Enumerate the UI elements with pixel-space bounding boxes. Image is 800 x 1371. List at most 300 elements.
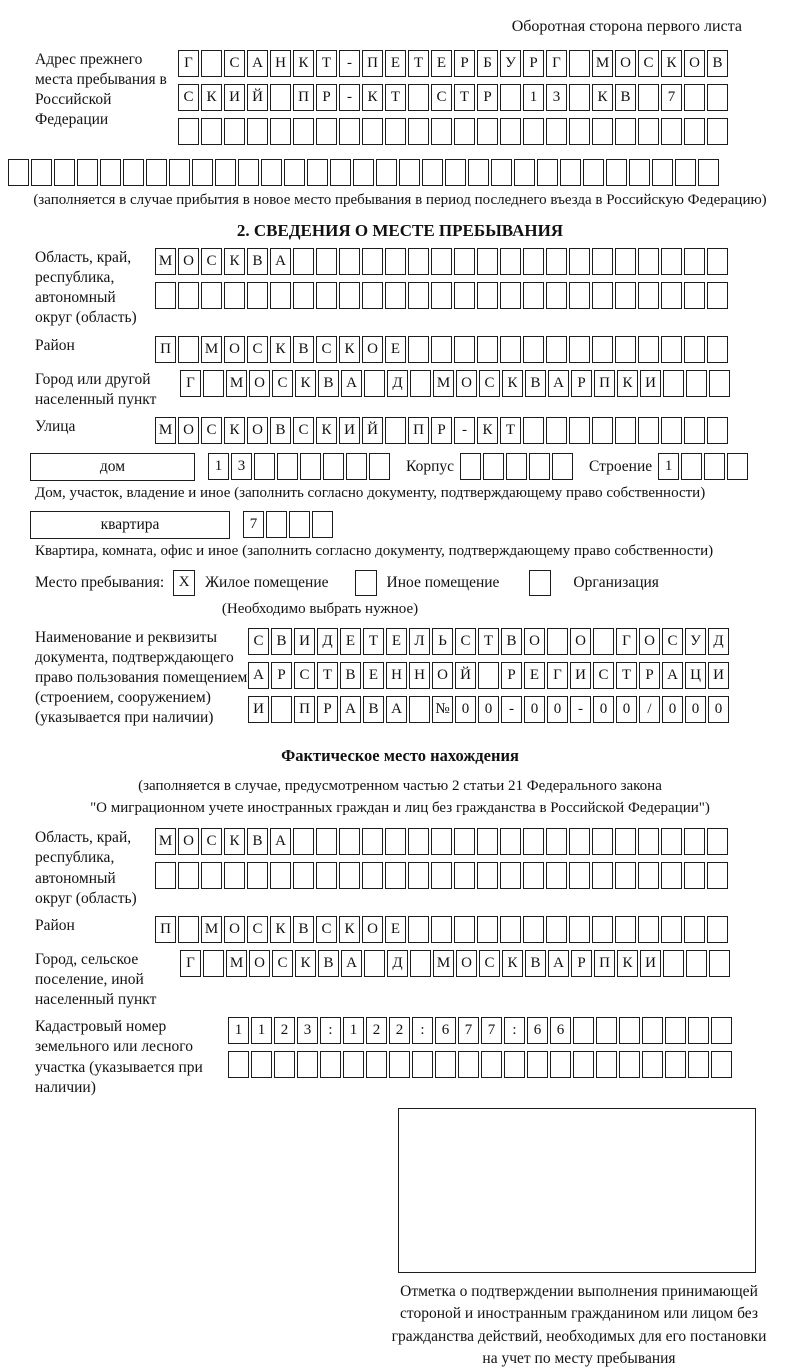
char-cell[interactable]: 6 (435, 1017, 456, 1044)
char-cell[interactable] (615, 828, 636, 855)
char-cell[interactable]: П (155, 336, 176, 363)
char-cell[interactable]: Г (178, 50, 199, 77)
char-cell[interactable]: М (155, 417, 176, 444)
char-cell[interactable] (293, 248, 314, 275)
char-cell[interactable]: Й (455, 662, 476, 689)
char-cell[interactable] (293, 862, 314, 889)
char-cell[interactable] (100, 159, 121, 186)
char-cell[interactable]: О (615, 50, 636, 77)
char-cell[interactable]: К (661, 50, 682, 77)
char-cell[interactable] (619, 1017, 640, 1044)
char-cell[interactable] (431, 862, 452, 889)
char-cell[interactable]: К (316, 417, 337, 444)
char-cell[interactable] (316, 282, 337, 309)
char-cell[interactable] (410, 950, 431, 977)
char-cell[interactable]: С (479, 950, 500, 977)
char-cell[interactable] (431, 916, 452, 943)
char-cell[interactable]: Т (316, 50, 337, 77)
char-cell[interactable]: 0 (685, 696, 706, 723)
char-cell[interactable]: В (363, 696, 384, 723)
char-cell[interactable] (385, 118, 406, 145)
char-cell[interactable] (523, 118, 544, 145)
char-cell[interactable]: / (639, 696, 660, 723)
char-cell[interactable] (408, 84, 429, 111)
char-cell[interactable] (663, 950, 684, 977)
char-cell[interactable] (454, 828, 475, 855)
char-cell[interactable] (529, 453, 550, 480)
char-cell[interactable] (271, 696, 292, 723)
char-cell[interactable]: К (201, 84, 222, 111)
char-cell[interactable]: В (501, 628, 522, 655)
char-cell[interactable] (389, 1051, 410, 1078)
char-cell[interactable]: Р (316, 84, 337, 111)
char-cell[interactable]: К (293, 50, 314, 77)
char-cell[interactable] (593, 628, 614, 655)
char-cell[interactable] (500, 862, 521, 889)
char-cell[interactable] (707, 417, 728, 444)
char-cell[interactable]: 7 (481, 1017, 502, 1044)
char-cell[interactable] (684, 417, 705, 444)
char-cell[interactable] (343, 1051, 364, 1078)
char-cell[interactable] (300, 453, 321, 480)
char-cell[interactable] (155, 862, 176, 889)
char-cell[interactable] (615, 862, 636, 889)
char-cell[interactable] (615, 282, 636, 309)
char-cell[interactable] (661, 417, 682, 444)
char-cell[interactable] (504, 1051, 525, 1078)
char-cell[interactable] (431, 828, 452, 855)
char-cell[interactable] (316, 862, 337, 889)
char-cell[interactable]: 0 (593, 696, 614, 723)
char-cell[interactable]: К (362, 84, 383, 111)
char-cell[interactable]: Н (409, 662, 430, 689)
char-cell[interactable] (661, 828, 682, 855)
char-cell[interactable] (408, 282, 429, 309)
char-cell[interactable]: С (201, 417, 222, 444)
char-cell[interactable]: Ь (432, 628, 453, 655)
char-cell[interactable]: К (295, 950, 316, 977)
char-cell[interactable]: 1 (228, 1017, 249, 1044)
char-cell[interactable]: Р (523, 50, 544, 77)
char-cell[interactable] (615, 118, 636, 145)
stay-type-checkbox-organization[interactable] (529, 570, 551, 596)
char-cell[interactable] (408, 828, 429, 855)
char-cell[interactable] (684, 862, 705, 889)
char-cell[interactable] (615, 916, 636, 943)
char-cell[interactable] (560, 159, 581, 186)
char-cell[interactable] (707, 862, 728, 889)
char-cell[interactable]: О (224, 336, 245, 363)
char-cell[interactable]: К (270, 916, 291, 943)
stay-type-checkbox-other-premises[interactable] (355, 570, 377, 596)
char-cell[interactable] (478, 662, 499, 689)
char-cell[interactable]: С (272, 370, 293, 397)
char-cell[interactable] (277, 453, 298, 480)
char-cell[interactable]: Д (708, 628, 729, 655)
char-cell[interactable] (500, 84, 521, 111)
char-cell[interactable] (31, 159, 52, 186)
char-cell[interactable]: И (570, 662, 591, 689)
char-cell[interactable]: П (293, 84, 314, 111)
char-cell[interactable] (684, 828, 705, 855)
char-cell[interactable] (431, 118, 452, 145)
char-cell[interactable] (642, 1051, 663, 1078)
char-cell[interactable]: В (525, 950, 546, 977)
char-cell[interactable]: Е (385, 50, 406, 77)
char-cell[interactable] (385, 862, 406, 889)
char-cell[interactable] (547, 628, 568, 655)
char-cell[interactable]: 2 (389, 1017, 410, 1044)
char-cell[interactable]: О (456, 950, 477, 977)
char-cell[interactable] (684, 248, 705, 275)
char-cell[interactable] (684, 282, 705, 309)
char-cell[interactable]: А (247, 50, 268, 77)
char-cell[interactable] (675, 159, 696, 186)
char-cell[interactable] (431, 336, 452, 363)
char-cell[interactable]: Д (387, 370, 408, 397)
char-cell[interactable]: А (340, 696, 361, 723)
char-cell[interactable]: К (224, 417, 245, 444)
char-cell[interactable]: М (226, 370, 247, 397)
char-cell[interactable]: М (155, 248, 176, 275)
char-cell[interactable] (546, 282, 567, 309)
char-cell[interactable] (684, 84, 705, 111)
char-cell[interactable] (362, 282, 383, 309)
char-cell[interactable] (362, 118, 383, 145)
char-cell[interactable] (339, 862, 360, 889)
char-cell[interactable] (569, 118, 590, 145)
char-cell[interactable]: К (295, 370, 316, 397)
char-cell[interactable]: С (201, 828, 222, 855)
char-cell[interactable]: Д (387, 950, 408, 977)
char-cell[interactable] (638, 248, 659, 275)
char-cell[interactable] (569, 916, 590, 943)
char-cell[interactable]: И (294, 628, 315, 655)
char-cell[interactable] (339, 248, 360, 275)
char-cell[interactable] (523, 916, 544, 943)
char-cell[interactable]: К (617, 370, 638, 397)
char-cell[interactable] (707, 248, 728, 275)
char-cell[interactable]: К (592, 84, 613, 111)
char-cell[interactable] (192, 159, 213, 186)
char-cell[interactable] (408, 248, 429, 275)
char-cell[interactable]: С (247, 916, 268, 943)
char-cell[interactable] (523, 248, 544, 275)
char-cell[interactable]: 3 (546, 84, 567, 111)
char-cell[interactable] (704, 453, 725, 480)
char-cell[interactable]: 0 (616, 696, 637, 723)
char-cell[interactable]: 3 (231, 453, 252, 480)
char-cell[interactable]: И (224, 84, 245, 111)
char-cell[interactable] (307, 159, 328, 186)
char-cell[interactable]: К (617, 950, 638, 977)
char-cell[interactable]: С (593, 662, 614, 689)
char-cell[interactable] (583, 159, 604, 186)
char-cell[interactable]: О (362, 916, 383, 943)
char-cell[interactable] (546, 828, 567, 855)
char-cell[interactable] (54, 159, 75, 186)
char-cell[interactable]: В (707, 50, 728, 77)
char-cell[interactable] (483, 453, 504, 480)
char-cell[interactable] (201, 50, 222, 77)
char-cell[interactable]: А (270, 248, 291, 275)
char-cell[interactable]: : (504, 1017, 525, 1044)
char-cell[interactable]: : (320, 1017, 341, 1044)
char-cell[interactable] (238, 159, 259, 186)
char-cell[interactable]: № (432, 696, 453, 723)
char-cell[interactable] (431, 282, 452, 309)
char-cell[interactable]: 0 (478, 696, 499, 723)
char-cell[interactable]: В (525, 370, 546, 397)
char-cell[interactable] (500, 248, 521, 275)
char-cell[interactable]: М (201, 916, 222, 943)
char-cell[interactable]: Г (180, 950, 201, 977)
char-cell[interactable] (684, 118, 705, 145)
char-cell[interactable] (661, 336, 682, 363)
char-cell[interactable] (385, 828, 406, 855)
char-cell[interactable]: А (248, 662, 269, 689)
char-cell[interactable] (569, 417, 590, 444)
char-cell[interactable]: О (524, 628, 545, 655)
char-cell[interactable]: С (455, 628, 476, 655)
char-cell[interactable]: П (155, 916, 176, 943)
char-cell[interactable]: 0 (547, 696, 568, 723)
char-cell[interactable] (201, 862, 222, 889)
char-cell[interactable]: И (248, 696, 269, 723)
char-cell[interactable]: 1 (343, 1017, 364, 1044)
char-cell[interactable]: К (502, 370, 523, 397)
char-cell[interactable] (707, 336, 728, 363)
char-cell[interactable] (569, 282, 590, 309)
char-cell[interactable] (293, 118, 314, 145)
char-cell[interactable]: Р (571, 370, 592, 397)
char-cell[interactable] (362, 862, 383, 889)
char-cell[interactable] (642, 1017, 663, 1044)
char-cell[interactable] (385, 248, 406, 275)
char-cell[interactable]: С (316, 336, 337, 363)
char-cell[interactable]: И (640, 370, 661, 397)
char-cell[interactable] (707, 84, 728, 111)
char-cell[interactable]: Л (409, 628, 430, 655)
char-cell[interactable] (709, 950, 730, 977)
char-cell[interactable] (569, 828, 590, 855)
char-cell[interactable]: Г (180, 370, 201, 397)
char-cell[interactable] (8, 159, 29, 186)
char-cell[interactable]: И (640, 950, 661, 977)
char-cell[interactable]: Г (546, 50, 567, 77)
char-cell[interactable]: С (662, 628, 683, 655)
char-cell[interactable]: 1 (208, 453, 229, 480)
char-cell[interactable] (477, 828, 498, 855)
char-cell[interactable] (573, 1051, 594, 1078)
char-cell[interactable] (178, 336, 199, 363)
char-cell[interactable] (592, 916, 613, 943)
char-cell[interactable] (523, 336, 544, 363)
char-cell[interactable] (615, 248, 636, 275)
char-cell[interactable] (339, 828, 360, 855)
char-cell[interactable] (661, 916, 682, 943)
char-cell[interactable] (546, 916, 567, 943)
char-cell[interactable]: 0 (662, 696, 683, 723)
char-cell[interactable] (500, 916, 521, 943)
char-cell[interactable]: 0 (708, 696, 729, 723)
char-cell[interactable]: Р (501, 662, 522, 689)
char-cell[interactable] (169, 159, 190, 186)
char-cell[interactable]: М (155, 828, 176, 855)
char-cell[interactable] (266, 511, 287, 538)
char-cell[interactable] (454, 248, 475, 275)
char-cell[interactable]: К (339, 336, 360, 363)
char-cell[interactable]: В (270, 417, 291, 444)
char-cell[interactable]: Е (340, 628, 361, 655)
char-cell[interactable] (663, 370, 684, 397)
char-cell[interactable] (523, 282, 544, 309)
char-cell[interactable] (408, 916, 429, 943)
char-cell[interactable]: С (272, 950, 293, 977)
char-cell[interactable] (339, 118, 360, 145)
char-cell[interactable] (364, 950, 385, 977)
char-cell[interactable] (477, 336, 498, 363)
char-cell[interactable]: - (339, 50, 360, 77)
char-cell[interactable]: 1 (658, 453, 679, 480)
char-cell[interactable]: С (316, 916, 337, 943)
char-cell[interactable]: А (548, 370, 569, 397)
char-cell[interactable] (688, 1017, 709, 1044)
char-cell[interactable] (615, 336, 636, 363)
char-cell[interactable]: 0 (455, 696, 476, 723)
char-cell[interactable]: 3 (297, 1017, 318, 1044)
char-cell[interactable] (592, 248, 613, 275)
char-cell[interactable]: В (247, 828, 268, 855)
char-cell[interactable] (573, 1017, 594, 1044)
char-cell[interactable]: С (178, 84, 199, 111)
char-cell[interactable] (254, 453, 275, 480)
char-cell[interactable]: М (433, 370, 454, 397)
char-cell[interactable]: А (662, 662, 683, 689)
char-cell[interactable] (408, 336, 429, 363)
char-cell[interactable]: М (226, 950, 247, 977)
char-cell[interactable] (477, 118, 498, 145)
char-cell[interactable] (274, 1051, 295, 1078)
char-cell[interactable] (727, 453, 748, 480)
char-cell[interactable] (569, 336, 590, 363)
char-cell[interactable]: В (340, 662, 361, 689)
char-cell[interactable]: С (638, 50, 659, 77)
char-cell[interactable]: 1 (523, 84, 544, 111)
char-cell[interactable] (569, 84, 590, 111)
char-cell[interactable]: Е (385, 336, 406, 363)
char-cell[interactable] (707, 118, 728, 145)
char-cell[interactable]: Р (454, 50, 475, 77)
char-cell[interactable] (215, 159, 236, 186)
char-cell[interactable] (592, 862, 613, 889)
char-cell[interactable]: О (178, 828, 199, 855)
char-cell[interactable] (569, 248, 590, 275)
char-cell[interactable]: М (201, 336, 222, 363)
char-cell[interactable]: Н (386, 662, 407, 689)
char-cell[interactable] (661, 282, 682, 309)
char-cell[interactable] (251, 1051, 272, 1078)
char-cell[interactable] (454, 118, 475, 145)
char-cell[interactable] (312, 511, 333, 538)
char-cell[interactable]: В (293, 336, 314, 363)
char-cell[interactable]: А (341, 370, 362, 397)
char-cell[interactable] (684, 336, 705, 363)
char-cell[interactable]: Р (477, 84, 498, 111)
char-cell[interactable] (316, 248, 337, 275)
char-cell[interactable] (665, 1051, 686, 1078)
char-cell[interactable] (201, 118, 222, 145)
char-cell[interactable] (711, 1017, 732, 1044)
char-cell[interactable] (665, 1017, 686, 1044)
char-cell[interactable] (454, 282, 475, 309)
char-cell[interactable] (203, 950, 224, 977)
char-cell[interactable] (686, 370, 707, 397)
char-cell[interactable] (592, 282, 613, 309)
char-cell[interactable]: Т (500, 417, 521, 444)
char-cell[interactable] (178, 916, 199, 943)
char-cell[interactable] (316, 828, 337, 855)
char-cell[interactable] (270, 282, 291, 309)
char-cell[interactable] (410, 370, 431, 397)
char-cell[interactable]: С (248, 628, 269, 655)
char-cell[interactable]: Т (363, 628, 384, 655)
char-cell[interactable]: А (548, 950, 569, 977)
char-cell[interactable] (569, 862, 590, 889)
char-cell[interactable]: Т (454, 84, 475, 111)
char-cell[interactable]: В (318, 950, 339, 977)
char-cell[interactable] (500, 336, 521, 363)
char-cell[interactable] (546, 336, 567, 363)
char-cell[interactable]: : (412, 1017, 433, 1044)
char-cell[interactable]: К (477, 417, 498, 444)
char-cell[interactable]: Ц (685, 662, 706, 689)
char-cell[interactable]: П (294, 696, 315, 723)
char-cell[interactable] (638, 118, 659, 145)
char-cell[interactable] (289, 511, 310, 538)
char-cell[interactable] (454, 862, 475, 889)
char-cell[interactable] (178, 282, 199, 309)
char-cell[interactable] (412, 1051, 433, 1078)
char-cell[interactable] (366, 1051, 387, 1078)
char-cell[interactable] (346, 453, 367, 480)
char-cell[interactable] (619, 1051, 640, 1078)
char-cell[interactable] (316, 118, 337, 145)
char-cell[interactable] (435, 1051, 456, 1078)
char-cell[interactable] (228, 1051, 249, 1078)
char-cell[interactable] (638, 862, 659, 889)
char-cell[interactable] (698, 159, 719, 186)
char-cell[interactable] (270, 84, 291, 111)
char-cell[interactable] (629, 159, 650, 186)
char-cell[interactable] (323, 453, 344, 480)
char-cell[interactable]: Р (317, 696, 338, 723)
char-cell[interactable] (353, 159, 374, 186)
char-cell[interactable] (261, 159, 282, 186)
char-cell[interactable]: Е (385, 916, 406, 943)
char-cell[interactable]: 7 (661, 84, 682, 111)
char-cell[interactable] (123, 159, 144, 186)
char-cell[interactable] (155, 282, 176, 309)
char-cell[interactable]: А (386, 696, 407, 723)
char-cell[interactable]: М (592, 50, 613, 77)
char-cell[interactable]: Б (477, 50, 498, 77)
char-cell[interactable]: Й (247, 84, 268, 111)
char-cell[interactable] (707, 828, 728, 855)
char-cell[interactable] (247, 862, 268, 889)
char-cell[interactable]: К (224, 248, 245, 275)
char-cell[interactable] (431, 248, 452, 275)
